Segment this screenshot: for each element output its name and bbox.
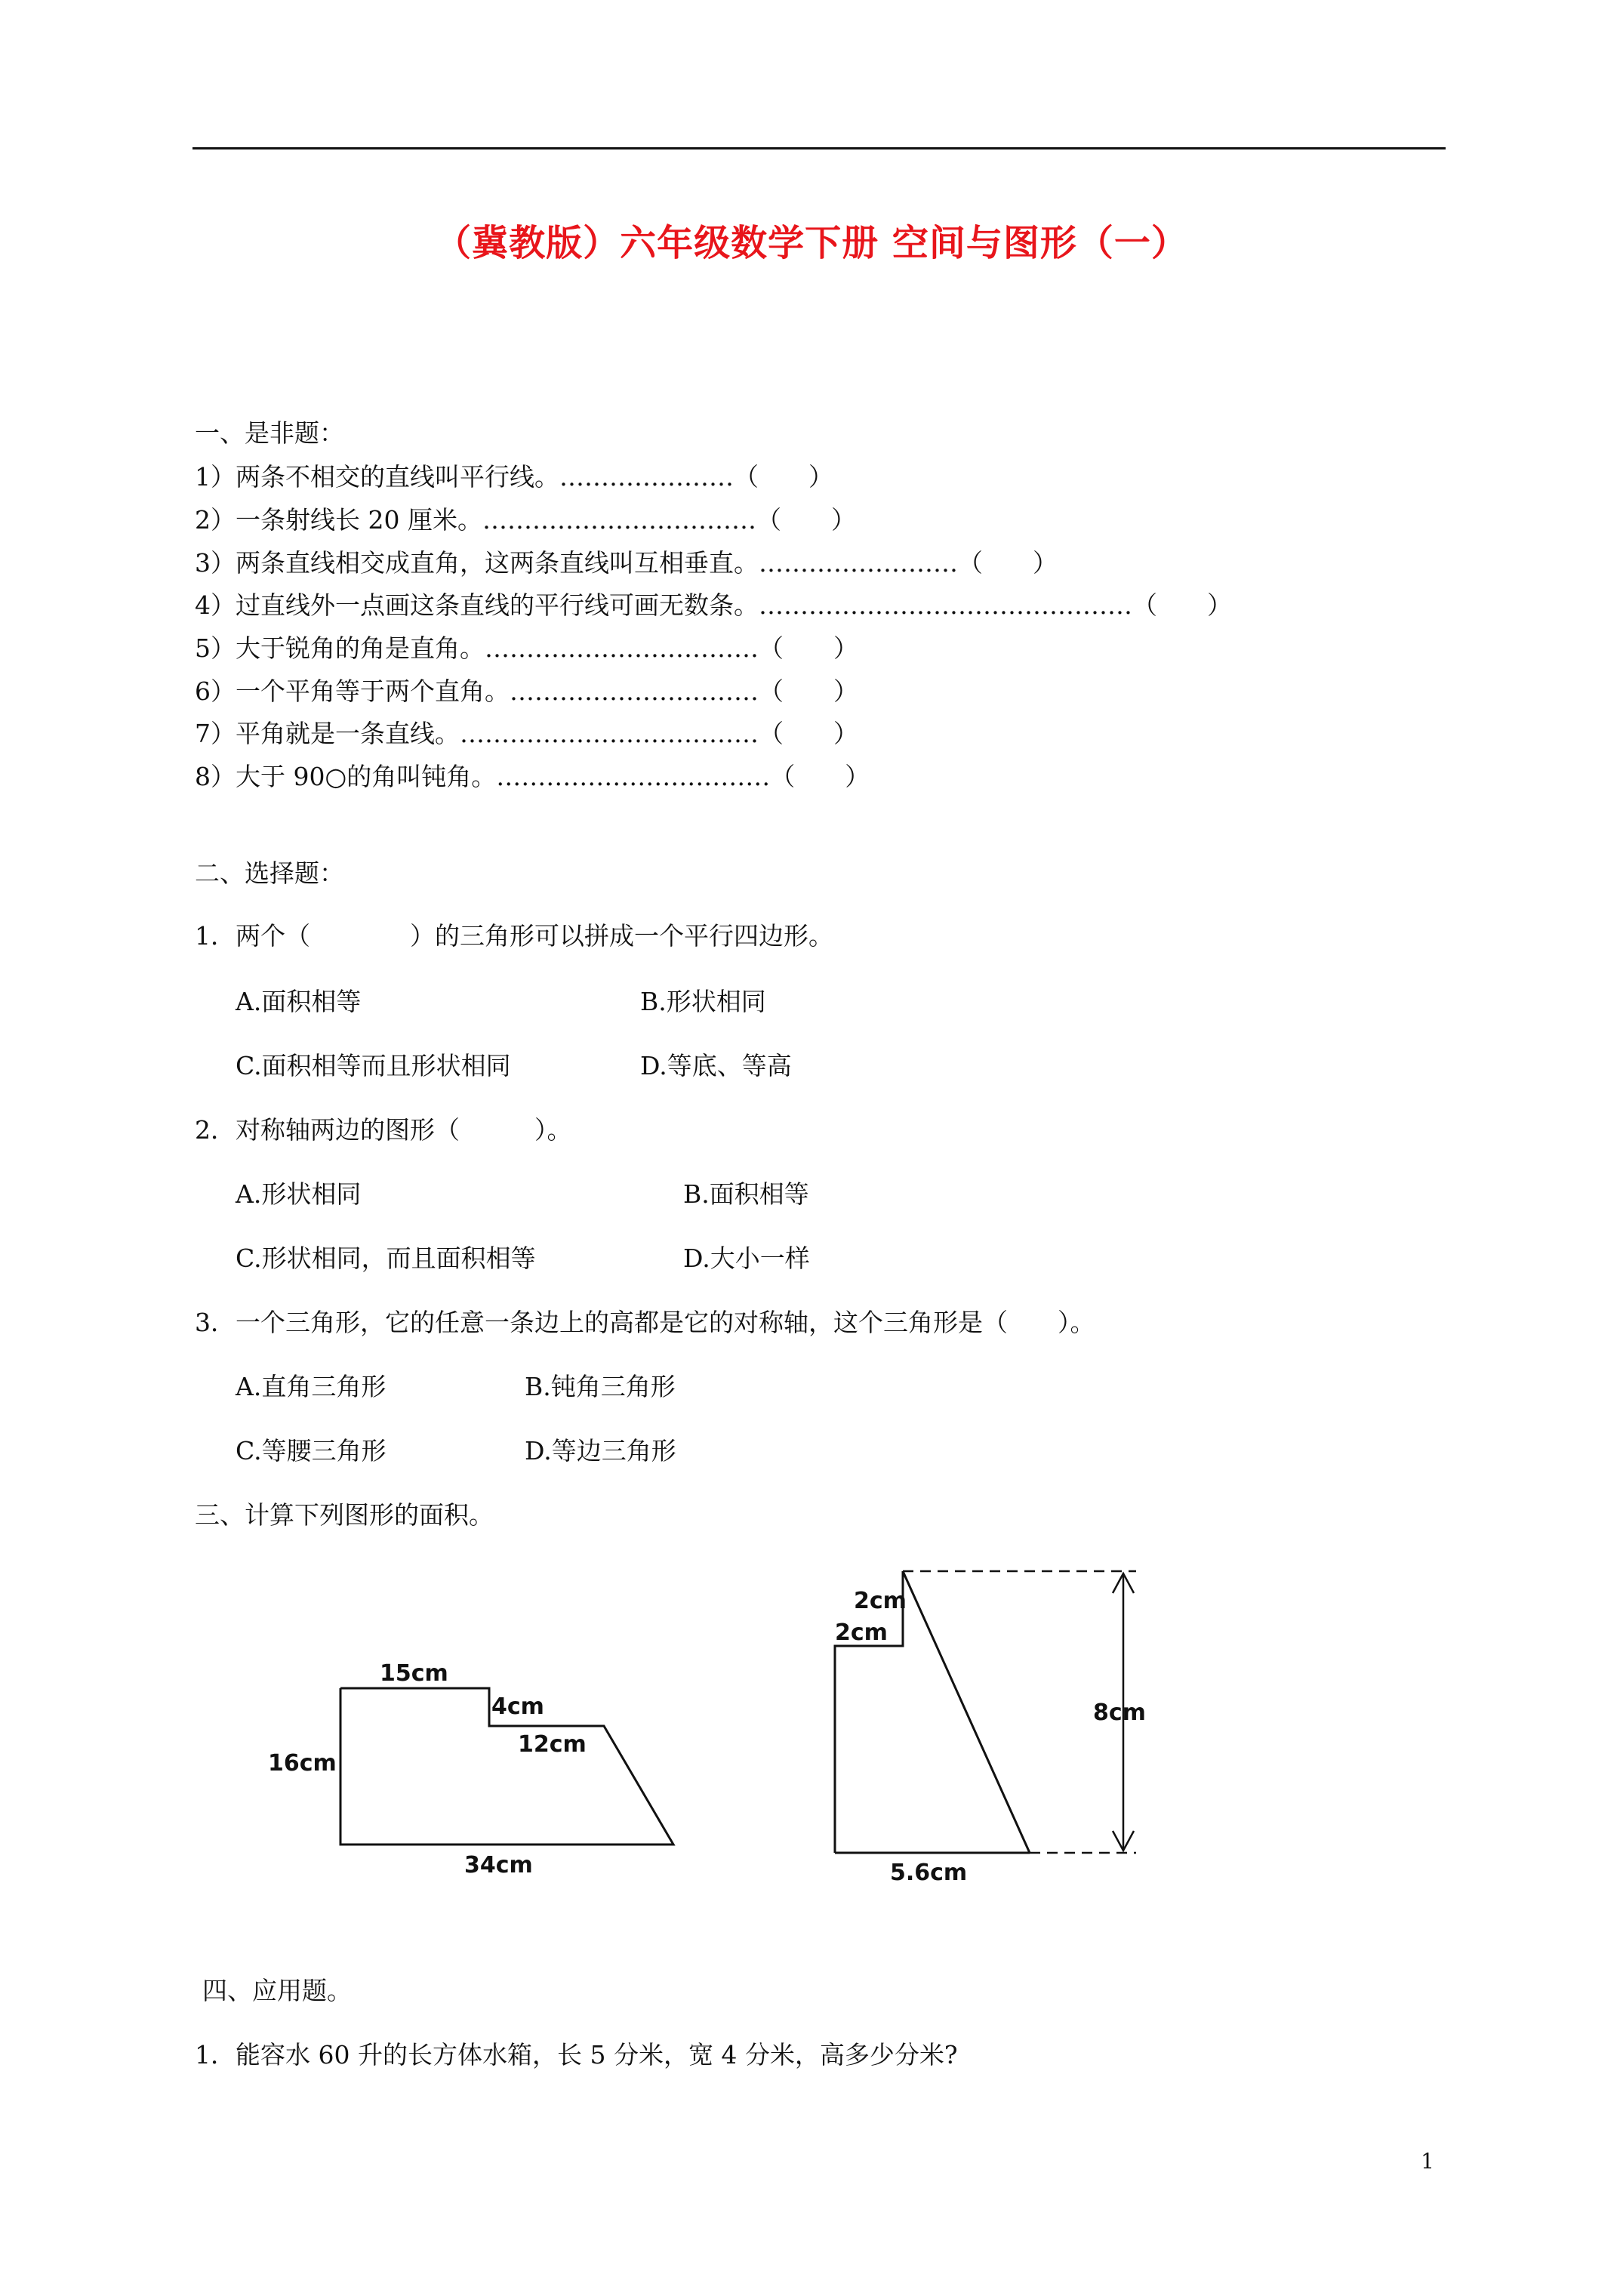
figure-1-label-top: 15cm bbox=[380, 1660, 448, 1687]
choice-question-1: 1．两个（ ）的三角形可以拼成一个平行四边形。 bbox=[195, 921, 833, 951]
choice-3-option-b: B.钝角三角形 bbox=[525, 1372, 676, 1401]
tf-item-7: 7）平角就是一条直线。………………………………（ ） bbox=[195, 719, 858, 748]
page-title: （冀教版）六年级数学下册 空间与图形（一） bbox=[435, 222, 1188, 264]
tf-item-6: 6）一个平角等于两个直角。…………………………（ ） bbox=[195, 676, 858, 706]
tf-item-4: 4）过直线外一点画这条直线的平行线可画无数条。………………………………………（ ） bbox=[195, 590, 1232, 620]
choice-2-option-c: C.形状相同，而且面积相等 bbox=[236, 1244, 536, 1273]
choice-1-option-a: A.面积相等 bbox=[236, 987, 362, 1016]
choice-1-option-b: B.形状相同 bbox=[640, 987, 766, 1016]
figure-1-label-mid: 12cm bbox=[518, 1731, 587, 1758]
choice-3-option-d: D.等边三角形 bbox=[525, 1436, 676, 1465]
application-item-1: 1．能容水 60 升的长方体水箱，长 5 分米，宽 4 分米，高多少分米? bbox=[195, 2040, 958, 2069]
tf-item-8: 8）大于 90○的角叫钝角。……………………………（ ） bbox=[195, 762, 870, 791]
choice-3-option-c: C.等腰三角形 bbox=[236, 1436, 387, 1465]
choice-2-option-b: B.面积相等 bbox=[683, 1179, 809, 1209]
choice-3-option-a: A.直角三角形 bbox=[236, 1372, 387, 1401]
tf-item-5: 5）大于锐角的角是直角。……………………………（ ） bbox=[195, 633, 858, 663]
figure-1-label-step: 4cm bbox=[491, 1693, 544, 1720]
choice-1-option-c: C.面积相等而且形状相同 bbox=[236, 1051, 511, 1080]
section-heading-application: 四、应用题。 bbox=[202, 1976, 352, 2005]
choice-2-option-a: A.形状相同 bbox=[236, 1179, 362, 1209]
figure-2-label-bottom: 5.6cm bbox=[890, 1860, 968, 1886]
choice-1-option-d: D.等底、等高 bbox=[640, 1051, 792, 1080]
section-heading-true-false: 一、是非题： bbox=[195, 418, 344, 448]
tf-item-3: 3）两条直线相交成直角，这两条直线叫互相垂直。……………………（ ） bbox=[195, 548, 1058, 578]
figure-1-label-left: 16cm bbox=[268, 1750, 337, 1777]
section-heading-choice: 二、选择题： bbox=[195, 858, 344, 888]
tf-item-2: 2）一条射线长 20 厘米。……………………………（ ） bbox=[195, 505, 856, 535]
choice-2-option-d: D.大小一样 bbox=[683, 1244, 810, 1273]
figure-2-label-step-left: 2cm bbox=[835, 1620, 888, 1646]
section-heading-area: 三、计算下列图形的面积。 bbox=[195, 1500, 494, 1530]
figure-1-label-bottom: 34cm bbox=[464, 1852, 533, 1878]
choice-question-2: 2．对称轴两边的图形（ ）。 bbox=[195, 1115, 572, 1145]
figure-2-diagonal bbox=[903, 1571, 1030, 1853]
figure-1 bbox=[268, 1660, 673, 1878]
figure-2-label-height: 8cm bbox=[1093, 1700, 1146, 1726]
tf-item-1: 1）两条不相交的直线叫平行线。…………………（ ） bbox=[195, 462, 833, 492]
figure-2 bbox=[835, 1571, 1146, 1886]
choice-question-3: 3．一个三角形，它的任意一条边上的高都是它的对称轴，这个三角形是（ ）。 bbox=[195, 1308, 1095, 1337]
page-number: 1 bbox=[1421, 2149, 1434, 2174]
figure-2-label-step-top: 2cm bbox=[854, 1588, 907, 1614]
